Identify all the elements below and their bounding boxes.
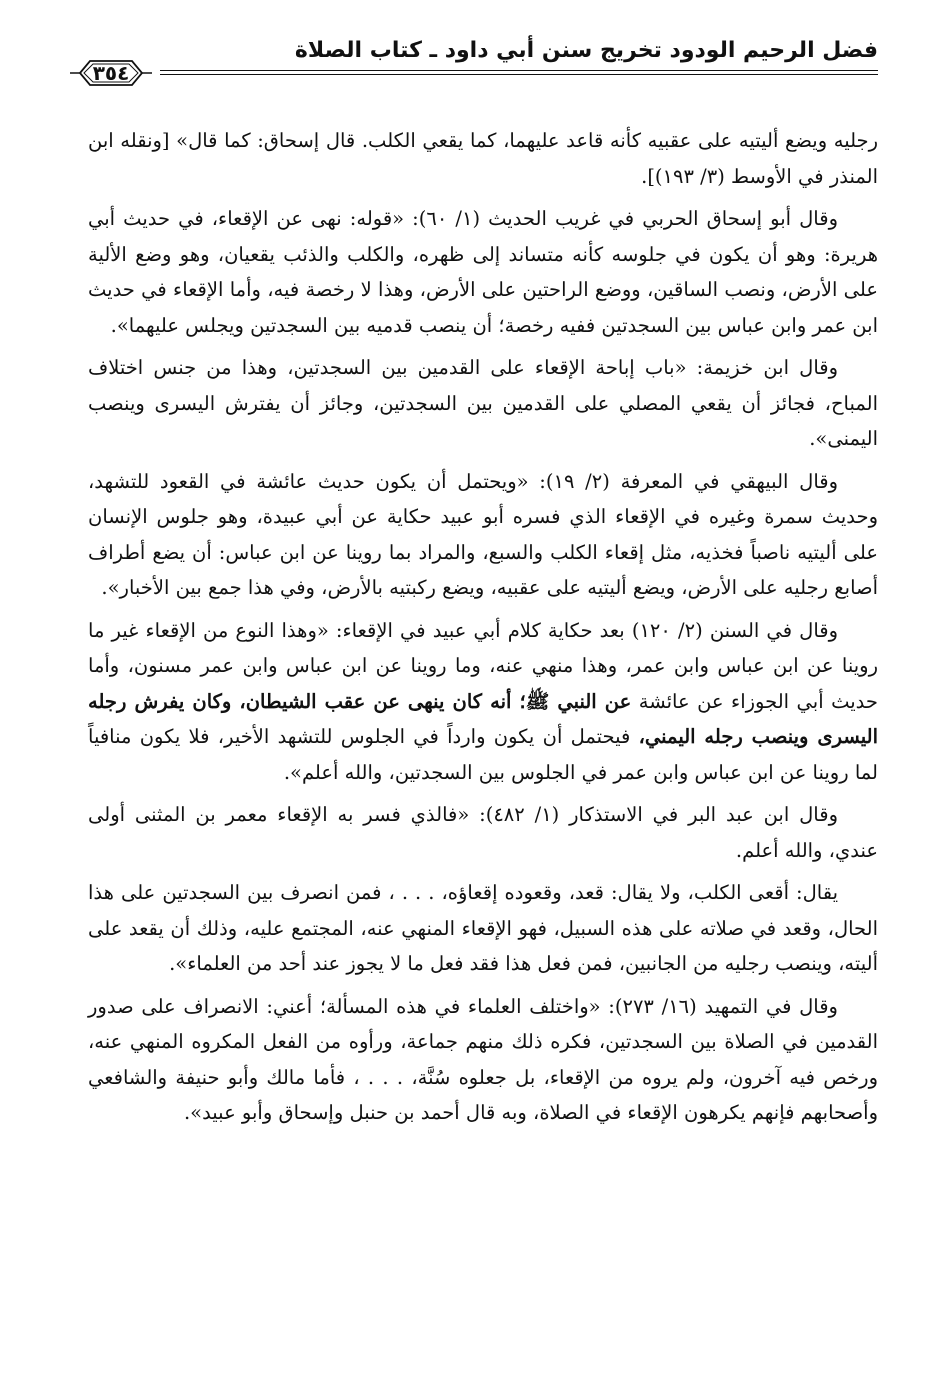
paragraph-harbi: وقال أبو إسحاق الحربي في غريب الحديث (١/ ٦٠): «قوله: نهى عن الإقعاء، في حديث أبي هريرة: وهو أن يكون في جلوسه كأنه متساند إلى ظهره، والكلب والذئب يقعيان، وهو وضع الألية على الأرض، ونصب الساقين، ووضع الراحتين على الأرض، وهذا لا رخصة فيه، وأما الإقعاء في حديث ابن عمر وابن عباس بين السجدتين ففيه رخصة؛ أن ينصب قدميه بين السجدتين ويجلس عليهما». bbox=[88, 207, 878, 337]
bold-hadith-text: عن النبي ﷺ؛ أنه كان ينهى عن عقب الشيطان، وكان يفرش رجله اليسرى وينصب رجله اليمني، bbox=[88, 689, 878, 748]
body-text bbox=[88, 123, 878, 1138]
paragraph-bayhaqi-marifa: وقال البيهقي في المعرفة (٢/ ١٩): «ويحتمل أن يكون حديث عائشة في القعود للتشهد، وحديث سمرة وغيره في الإقعاء الذي فسره أبو عبيد حكاية عن أبي عبيدة، وهو جلوس الإنسان على أليتيه ناصباً فخذيه، مثل إقعاء الكلب والسبع، والمراد بما روينا عن ابن عباس: أن يضع أطراف أصابع رجليه على الأرض، ويضع أليتيه على عقبيه، ويضع ركبتيه بالأرض، وفي هذا جمع بين الأخبار». bbox=[88, 469, 878, 599]
paragraph-text-after: فيحتمل أن يكون وارداً في الجلوس للتشهد الأخير، فلا يكون منافياً لما روينا عن ابن عباس وابن عمر في الجلوس بين السجدتين، والله أعلم». bbox=[88, 725, 878, 784]
paragraph-text-before: وقال في السنن (٢/ ١٢٠) بعد حكاية كلام أبي عبيد في الإقعاء: «وهذا النوع من الإقعاء غير ما روينا عن ابن عباس وابن عمر، وهذا منهي عنه، وما روينا عن ابن عباس وابن عمر مسنون، وأما حديث أبي الجوزاء عن عائشة bbox=[88, 618, 878, 713]
header-rule-upper bbox=[160, 70, 878, 71]
page-number-badge bbox=[70, 56, 152, 90]
paragraph-iqaa-definition: يقال: أقعى الكلب، ولا يقال: قعد، وقعوده إقعاؤه، . . . ، فمن انصرف بين السجدتين على هذا الحال، وقعد في صلاته على هذه السبيل، فهو الإقعاء المنهي عنه، المجتمع عليه، وذلك أن يقعد على أليته، وينصب رجليه من الجانبين، فمن فعل هذا فقد فعل ما لا يجوز عند أحد من العلماء». bbox=[88, 881, 878, 975]
paragraph-ibn-khuzaymah: وقال ابن خزيمة: «باب إباحة الإقعاء على القدمين بين السجدتين، وهذا من جنس اختلاف المباح، فجائز أن يقعي المصلي على القدمين بين السجدتين، وجائز أن يفترش اليسرى وينصب اليمنى». bbox=[88, 356, 878, 450]
page-number: ٣٥٤ bbox=[92, 61, 130, 85]
running-header bbox=[70, 36, 878, 85]
paragraph-bayhaqi-sunan bbox=[88, 613, 878, 791]
paragraph-istidhkar: وقال ابن عبد البر في الاستذكار (١/ ٤٨٢): «فالذي فسر به الإقعاء معمر بن المثنى أولى عندي، والله أعلم. bbox=[88, 803, 878, 862]
running-title: فضل الرحيم الودود تخريج سنن أبي داود ـ كتاب الصلاة bbox=[294, 38, 878, 63]
paragraph-tamhid: وقال في التمهيد (١٦/ ٢٧٣): «واختلف العلماء في هذه المسألة؛ أعني: الانصراف على صدور القدمين في الصلاة بين السجدتين، فكره ذلك منهم جماعة، ورأوه من الفعل المكروه المنهي عنه، ورخص فيه آخرون، ولم يروه من الإقعاء، بل جعلوه سُنَّة، . . . ، فأما مالك وأبو حنيفة والشافعي وأصحابهم فإنهم يكرهون الإقعاء في الصلاة، وبه قال أحمد بن حنبل وإسحاق وأبو عبيد». bbox=[88, 994, 878, 1124]
header-rule-lower bbox=[160, 74, 878, 75]
paragraph-continuation: رجليه ويضع أليتيه على عقبيه كأنه قاعد عليهما، كما يقعي الكلب. قال إسحاق: كما قال» [ونقله ابن المنذر في الأوسط (٣/ ١٩٣)]. bbox=[88, 129, 878, 188]
